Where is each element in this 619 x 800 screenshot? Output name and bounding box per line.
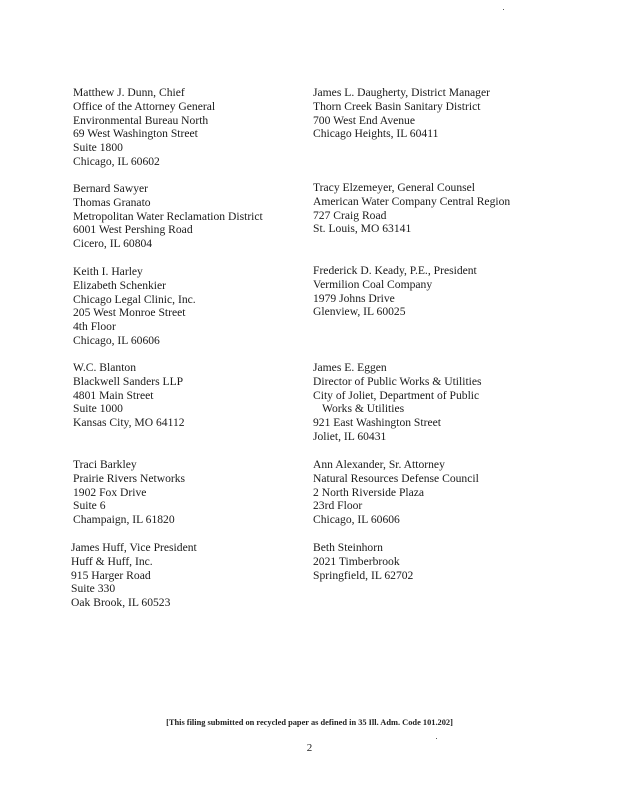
address-line: Natural Resources Defense Council <box>313 471 479 485</box>
address-block-steinhorn <box>313 541 413 582</box>
page-number: 2 <box>306 742 313 754</box>
address-line: Suite 330 <box>71 582 116 596</box>
address-line: 23rd Floor <box>313 499 363 513</box>
address-line: Director of Public Works & Utilities <box>313 374 482 388</box>
address-line: 2021 Timberbrook <box>313 554 400 568</box>
address-line: Traci Barkley <box>73 458 137 471</box>
address-block-blanton <box>73 361 185 430</box>
address-line: Glenview, IL 60025 <box>313 305 406 319</box>
address-line: 69 West Washington Street <box>73 127 198 141</box>
address-block-daugherty <box>313 86 490 141</box>
address-line: Chicago Heights, IL 60411 <box>313 127 439 141</box>
address-line: 6001 West Pershing Road <box>73 223 193 237</box>
address-line: Bernard Sawyer <box>73 182 149 195</box>
address-line: Suite 6 <box>73 499 106 513</box>
address-line: 921 East Washington Street <box>313 416 441 430</box>
address-line: Suite 1000 <box>73 402 123 416</box>
address-block-huff <box>71 541 197 610</box>
address-line: Chicago, IL 60606 <box>313 513 400 527</box>
address-line: Chicago Legal Clinic, Inc. <box>73 292 196 306</box>
address-line: Thorn Creek Basin Sanitary District <box>313 99 481 113</box>
address-line: 2 North Riverside Plaza <box>313 485 425 499</box>
address-block-barkley <box>73 458 185 527</box>
address-line: City of Joliet, Department of Public <box>313 388 480 402</box>
address-line: Beth Steinhorn <box>313 541 383 554</box>
address-line: 915 Harger Road <box>71 568 151 582</box>
scan-speck <box>436 738 437 739</box>
address-line: Cicero, IL 60804 <box>73 237 153 251</box>
address-line: Tracy Elzemeyer, General Counsel <box>313 181 476 194</box>
address-line: 4th Floor <box>73 320 116 334</box>
address-line: 727 Craig Road <box>313 208 387 222</box>
address-line: Prairie Rivers Networks <box>73 471 186 485</box>
address-line: Blackwell Sanders LLP <box>73 374 184 388</box>
address-line: Oak Brook, IL 60523 <box>71 596 171 610</box>
address-line: Kansas City, MO 64112 <box>73 416 185 430</box>
address-line: 1979 Johns Drive <box>313 291 395 305</box>
recycled-paper-note: [This filing submitted on recycled paper as defined in 35 Ill. Adm. Code 101.202] <box>166 718 453 727</box>
address-line: Huff & Huff, Inc. <box>71 554 153 568</box>
address-line: Vermilion Coal Company <box>313 277 433 291</box>
address-line: Champaign, IL 61820 <box>73 513 175 527</box>
address-line: St. Louis, MO 63141 <box>313 222 412 236</box>
address-line: Elizabeth Schenkier <box>73 278 167 292</box>
address-line: Matthew J. Dunn, Chief <box>73 86 185 99</box>
address-line: 700 West End Avenue <box>313 113 415 127</box>
address-block-harley <box>73 265 196 348</box>
address-line: Frederick D. Keady, P.E., President <box>313 264 477 277</box>
address-block-dunn <box>73 86 215 169</box>
address-line: Thomas Granato <box>73 195 151 209</box>
address-line: James Huff, Vice President <box>71 541 197 554</box>
address-line: W.C. Blanton <box>73 361 137 374</box>
address-line: Springfield, IL 62702 <box>313 568 414 582</box>
scan-speck <box>503 9 504 10</box>
address-line: Metropolitan Water Reclamation District <box>73 209 263 223</box>
address-line: James L. Daugherty, District Manager <box>313 86 490 99</box>
address-line: Joliet, IL 60431 <box>313 429 387 443</box>
address-block-elzemeyer <box>313 181 510 236</box>
address-line: Suite 1800 <box>73 141 123 155</box>
address-block-sawyer <box>73 182 263 251</box>
address-line: Keith I. Harley <box>73 265 143 278</box>
address-line: 205 West Monroe Street <box>73 306 186 320</box>
address-line: Chicago, IL 60602 <box>73 154 160 168</box>
address-block-keady <box>313 264 477 319</box>
address-line: Office of the Attorney General <box>73 99 216 113</box>
address-line: 1902 Fox Drive <box>73 485 147 499</box>
address-line: American Water Company Central Region <box>313 194 511 208</box>
address-line: Ann Alexander, Sr. Attorney <box>313 458 445 471</box>
address-line: Works & Utilities <box>322 402 405 416</box>
address-line: James E. Eggen <box>313 361 387 374</box>
address-block-eggen <box>313 361 482 444</box>
address-line: 4801 Main Street <box>73 388 154 402</box>
address-block-alexander <box>313 458 479 527</box>
address-line: Environmental Bureau North <box>73 113 209 127</box>
address-line: Chicago, IL 60606 <box>73 333 160 347</box>
